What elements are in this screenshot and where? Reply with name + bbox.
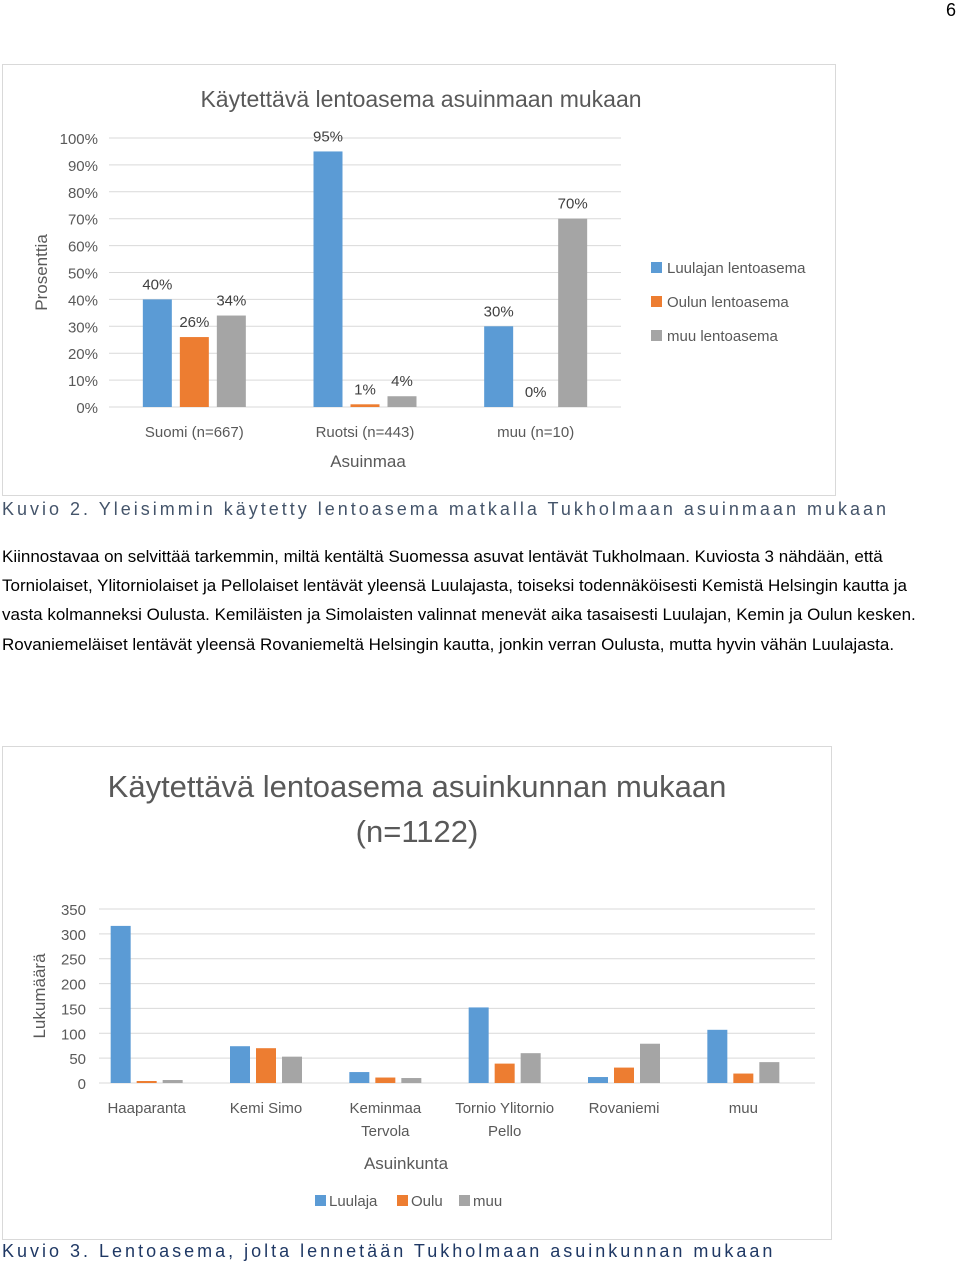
- chart2-title-line1: Käytettävä lentoasema asuinkunnan mukaan: [107, 769, 727, 804]
- chart1-x-tick: muu (n=10): [497, 424, 575, 441]
- chart2-x-tick: Rovaniemi: [588, 1100, 660, 1117]
- chart2-legend-label: muu: [473, 1193, 503, 1210]
- chart1-legend-label: muu lentoasema: [667, 328, 778, 345]
- chart1-bar: [217, 316, 246, 407]
- chart-asuinkunta-svg: [3, 747, 831, 1239]
- chart1-y-tick: 80%: [67, 184, 98, 202]
- chart1-title: Käytettävä lentoasema asuinmaan mukaan: [200, 86, 642, 112]
- chart2-bar: [588, 1077, 608, 1083]
- chart2-y-tick: 100: [60, 1026, 86, 1044]
- chart1-data-label: 1%: [354, 381, 376, 399]
- chart2-bar: [256, 1048, 276, 1083]
- chart2-bar: [759, 1062, 779, 1083]
- chart1-bar: [180, 337, 209, 407]
- chart1-x-tick: Ruotsi (n=443): [315, 424, 415, 441]
- figure-caption-2: Kuvio 2. Yleisimmin käytetty lentoasema matkalla Tukholmaan asuinmaan mukaan: [2, 499, 889, 519]
- chart1-y-tick: 60%: [67, 238, 98, 256]
- chart1-bar: [388, 396, 417, 407]
- chart-asuinmaa: [2, 64, 836, 496]
- chart2-bar: [282, 1057, 302, 1083]
- body-paragraph: Kiinnostavaa on selvittää tarkemmin, miltä kentältä Suomessa asuvat lentävät Tukholmaan. Kuviosta 3 nähdään, että Torniolaiset, Ylitorniolaiset ja Pellolaiset lentävät yleensä Luulajasta, toiseksi todennäköisesti Kemistä Helsingin kautta ja vasta kolmanneksi Oulusta. Kemiläisten ja Simolaisten valinnat menevät aika tasaisesti Luulajan, Kemin ja Oulun kesken. Rovaniemeläiset lentävät yleensä Rovaniemeltä Helsingin kautta, jonkin verran Oulusta, mutta hyvin vähän Luulajasta.: [2, 547, 916, 654]
- chart1-data-label: 70%: [557, 195, 588, 213]
- chart1-legend-label: Oulun lentoasema: [667, 294, 789, 311]
- page-number: 6: [945, 0, 956, 20]
- chart2-legend-swatch: [397, 1195, 408, 1206]
- chart1-data-label: 26%: [179, 314, 210, 332]
- chart2-bar: [375, 1078, 395, 1083]
- chart2-bar: [163, 1080, 183, 1083]
- chart1-y-axis-label: Prosenttia: [32, 234, 51, 311]
- chart1-legend-swatch: [651, 330, 662, 341]
- chart2-legend-label: Luulaja: [329, 1193, 378, 1210]
- chart2-bar: [733, 1074, 753, 1083]
- chart2-bar: [401, 1078, 421, 1083]
- chart2-y-tick: 250: [60, 951, 86, 969]
- chart1-bar: [143, 299, 172, 407]
- chart1-y-tick: 20%: [67, 346, 98, 364]
- chart2-x-tick: muu: [728, 1100, 758, 1117]
- chart1-bar: [314, 151, 343, 407]
- chart2-x-tick: Tornio Ylitornio: [455, 1100, 555, 1117]
- chart1-x-axis-label: Asuinmaa: [330, 452, 406, 471]
- chart2-bar: [640, 1044, 660, 1083]
- chart2-legend-label: Oulu: [411, 1193, 443, 1210]
- chart2-legend-swatch: [315, 1195, 326, 1206]
- chart1-bar: [558, 219, 587, 407]
- chart1-data-label: 4%: [391, 373, 413, 391]
- chart2-y-tick: 200: [60, 976, 86, 994]
- chart2-bar: [469, 1007, 489, 1083]
- chart1-bar: [484, 326, 513, 407]
- chart2-bar: [230, 1046, 250, 1083]
- chart1-y-tick: 90%: [67, 157, 98, 175]
- chart2-x-tick: Haaparanta: [107, 1100, 186, 1117]
- chart1-data-label: 30%: [483, 303, 514, 321]
- chart2-y-tick: 0: [77, 1076, 86, 1093]
- chart2-bar: [137, 1081, 157, 1083]
- chart2-y-tick: 150: [60, 1001, 86, 1019]
- chart1-data-label: 34%: [216, 292, 247, 310]
- chart2-x-tick: Pello: [487, 1123, 522, 1140]
- chart2-bar: [349, 1072, 369, 1083]
- chart2-bar: [614, 1068, 634, 1083]
- chart1-y-tick: 100%: [59, 131, 98, 148]
- chart1-data-label: 95%: [312, 128, 344, 146]
- chart2-bar: [111, 926, 131, 1083]
- chart1-y-tick: 10%: [67, 373, 98, 391]
- chart2-y-tick: 50: [69, 1051, 86, 1069]
- chart2-y-tick: 350: [60, 902, 86, 919]
- chart2-legend-swatch: [459, 1195, 470, 1206]
- chart2-y-tick: 300: [60, 926, 86, 944]
- chart1-legend-label: Luulajan lentoasema: [667, 260, 806, 277]
- chart1-data-label: 0%: [524, 384, 547, 401]
- chart2-y-axis-label: Lukumäärä: [30, 953, 49, 1039]
- chart2-bar: [495, 1064, 515, 1083]
- chart1-legend-swatch: [651, 262, 662, 273]
- chart1-x-tick: Suomi (n=667): [144, 424, 244, 441]
- chart2-x-tick: Kemi Simo: [229, 1100, 303, 1117]
- chart2-x-axis-label: Asuinkunta: [363, 1154, 449, 1173]
- chart2-bar: [707, 1030, 727, 1083]
- chart-asuinkunta: [2, 746, 832, 1240]
- chart1-y-tick: 70%: [67, 211, 98, 229]
- chart1-y-tick: 50%: [67, 265, 98, 283]
- chart1-data-label: 40%: [142, 276, 173, 294]
- figure-caption-3: Kuvio 3. Lentoasema, jolta lennetään Tukholmaan asuinkunnan mukaan: [2, 1241, 776, 1261]
- chart1-bar: [351, 404, 380, 407]
- chart1-y-tick: 0%: [76, 400, 98, 417]
- chart1-legend-swatch: [651, 296, 662, 307]
- chart1-y-tick: 30%: [67, 319, 98, 337]
- chart1-y-tick: 40%: [67, 292, 98, 310]
- chart2-x-tick: Keminmaa: [349, 1100, 422, 1117]
- chart2-title-line2: (n=1122): [355, 814, 479, 849]
- chart2-x-tick: Tervola: [361, 1123, 410, 1140]
- chart2-bar: [521, 1053, 541, 1083]
- chart-asuinmaa-svg: [3, 65, 835, 495]
